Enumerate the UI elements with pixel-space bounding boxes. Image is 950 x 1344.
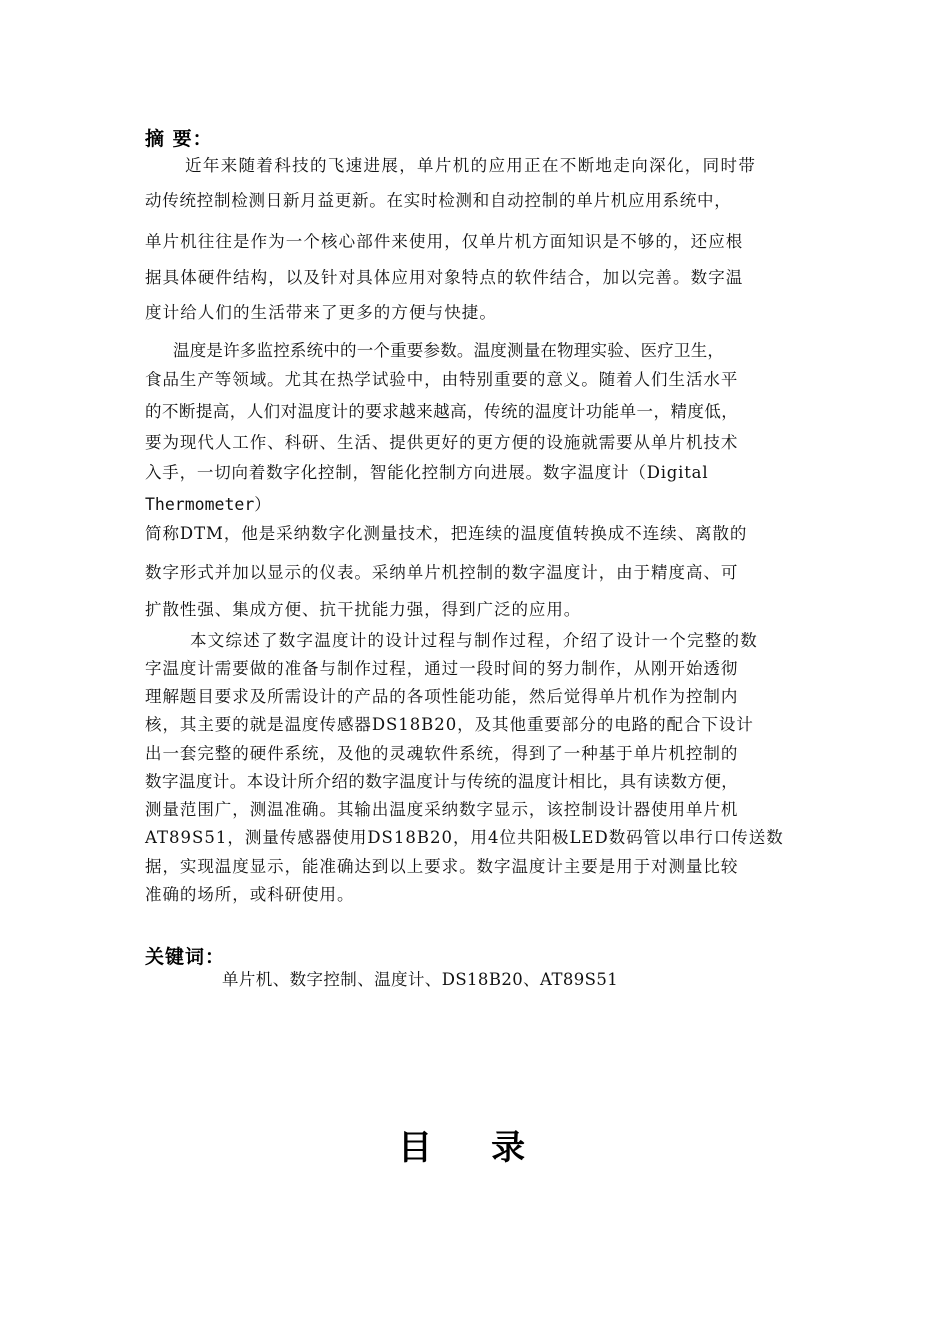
abstract-para1-line: 近年来随着科技的飞速进展，单片机的应用正在不断地走向深化，同时带 <box>185 156 757 175</box>
abstract-para4-line: 本文综述了数字温度计的设计过程与制作过程，介绍了设计一个完整的数 <box>190 631 758 650</box>
abstract-para4-line: 数字温度计。本设计所介绍的数字温度计与传统的温度计相比，具有读数方便， <box>145 772 739 791</box>
abstract-para4-line: 据，实现温度显示，能准确达到以上要求。数字温度计主要是用于对测量比较 <box>145 857 739 876</box>
abstract-para3-line: 简称DTM，他是采纳数字化测量技术，把连续的温度值转换成不连续、离散的 <box>145 524 748 543</box>
abstract-para3-line: 数字形式并加以显示的仪表。采纳单片机控制的数字温度计，由于精度高、可 <box>145 563 739 582</box>
keywords-text: 单片机、数字控制、温度计、DS18B20、AT89S51 <box>222 970 619 989</box>
abstract-para3-line: 扩散性强、集成方便、抗干扰能力强，得到广泛的应用。 <box>145 600 582 619</box>
abstract-para1-line: 度计给人们的生活带来了更多的方便与快捷。 <box>145 303 497 322</box>
abstract-para1-line: 据具体硬件结构，以及针对具体应用对象特点的软件结合，加以完善。数字温 <box>145 268 744 287</box>
abstract-para4-line: 测量范围广，测温准确。其输出温度采纳数字显示，该控制设计器使用单片机 <box>145 800 739 819</box>
abstract-para2-line: Thermometer） <box>145 495 271 514</box>
abstract-para4-line: AT89S51，测量传感器使用DS18B20，用4位共阳极LED数码管以串行口传送数 <box>145 828 784 847</box>
abstract-para4-line: 核，其主要的就是温度传感器DS18B20，及其他重要部分的电路的配合下设计 <box>145 715 754 734</box>
toc-title: 目 录 <box>398 1128 526 1168</box>
abstract-heading: 摘 要： <box>145 128 213 150</box>
abstract-para2-line: 食品生产等领域。尤其在热学试验中，由特别重要的意义。随着人们生活水平 <box>145 370 739 389</box>
abstract-para4-line: 准确的场所，或科研使用。 <box>145 885 355 904</box>
abstract-para2-line: 入手，一切向着数字化控制，智能化控制方向进展。数字温度计（Digital <box>145 463 709 482</box>
abstract-para4-line: 出一套完整的硬件系统，及他的灵魂软件系统，得到了一种基于单片机控制的 <box>145 744 739 763</box>
abstract-para4-line: 字温度计需要做的准备与制作过程，通过一段时间的努力制作，从刚开始透彻 <box>145 659 739 678</box>
abstract-para1-line: 动传统控制检测日新月益更新。在实时检测和自动控制的单片机应用系统中， <box>145 191 732 210</box>
abstract-para2-line: 的不断提高，人们对温度计的要求越来越高，传统的温度计功能单一，精度低， <box>145 402 739 421</box>
abstract-para1-line: 单片机往往是作为一个核心部件来使用，仅单片机方面知识是不够的，还应根 <box>145 232 744 251</box>
abstract-para4-line: 理解题目要求及所需设计的产品的各项性能功能，然后觉得单片机作为控制内 <box>145 687 739 706</box>
abstract-para2-line: 要为现代人工作、科研、生活、提供更好的更方便的设施就需要从单片机技术 <box>145 433 739 452</box>
abstract-para2-line: 温度是许多监控系统中的一个重要参数。温度测量在物理实验、医疗卫生， <box>173 341 725 360</box>
keywords-heading: 关键词： <box>145 946 226 968</box>
